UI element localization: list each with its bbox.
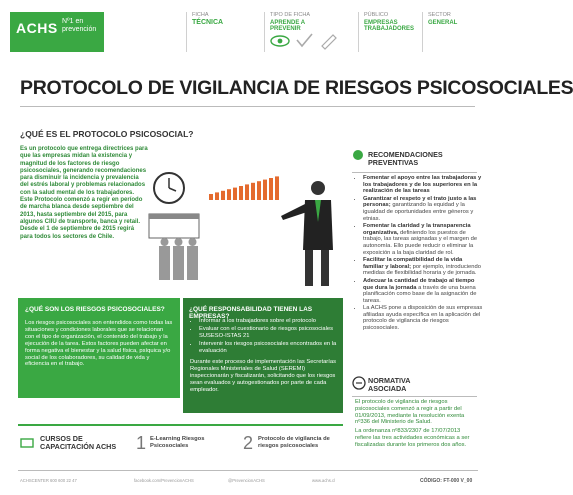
divider [186, 12, 187, 52]
bar [221, 191, 225, 200]
footer-divider [18, 470, 478, 471]
recomendacion-item [363, 305, 483, 331]
course-link-2[interactable]: Protocolo de vigilancia de riesgos psicosociales [258, 436, 330, 449]
divider [422, 12, 423, 52]
normativa-heading: NORMATIVA ASOCIADA [368, 376, 411, 393]
normativa-p2: La ordenanza nº833/2307 de 17/07/2013 refiere las tres actividades económicas a ser fiscalizadas durante los primeros dos años. [355, 428, 470, 448]
recomendacion-bold: Fomentar el apoyo entre las trabajadoras y los trabajadores y de los superiores en la realización de las tareas [363, 175, 482, 195]
recommendation-icon [352, 149, 364, 161]
divider [352, 172, 477, 173]
recomendacion-item [363, 278, 483, 304]
recomendacion-item [363, 257, 483, 277]
responsabilidad-text: Durante este proceso de implementación las Secretarías Regionales Ministeriales de Salud (SEREMI) inspeccionarán y fiscalizarán, solicitando que los riesgos sean evaluados y autogestionados por parte de cada empleador. [190, 359, 336, 393]
responsabilidad-item: • Intervenir los riesgos psicosociales encontrados en la evaluación [199, 341, 344, 355]
recomendacion-item [363, 196, 483, 222]
divider [358, 12, 359, 52]
document-icon [352, 376, 366, 390]
publico-label: PÚBLICO [364, 12, 389, 18]
recomendacion-text: a través de una buena planificación como base de la asignación de tareas. [363, 284, 477, 304]
recomendacion-bold: Facilitar la compatibilidad de la vida familiar y laboral; [363, 257, 463, 270]
riesgos-text: Los riesgos psicosociales son entendidos como todas las situaciones y condiciones laborales que se relacionan con el tipo de organización, el contenido del trabajo y la ejecución de la tarea. Estos factores pueden afectar en forma negativa el bienestar y la salud física, psíquica y/o social de los colaboradores, su calidad de vida y eficiencia en el trabajo. [25, 320, 173, 368]
ficha-column [192, 12, 223, 26]
normativa-p1: El protocolo de vigilancia de riesgos psicosociales comenzó a regir a partir del 01/09/2013, mediante la resolución exenta nº336 del Ministerio de Salud. [355, 399, 465, 426]
calendar-icon [149, 214, 199, 238]
recomendacion-text: La ACHS pone a disposición de sus empresas afiliadas ayuda específica en la aplicación del protocolo de vigilancia de riesgos psicosociales. [363, 305, 483, 332]
header [0, 0, 495, 66]
bar [245, 184, 249, 200]
bar [209, 194, 213, 200]
businessman-icon [281, 181, 333, 286]
tipo-value: APRENDE A PREVENIR [270, 19, 305, 32]
bar [233, 188, 237, 200]
title-underline [20, 106, 475, 107]
riesgos-heading: ¿QUÉ SON LOS RIESGOS PSICOSOCIALES? [25, 306, 165, 313]
footer-facebook[interactable]: facebook.com/PrevencionACHS [134, 478, 194, 483]
tipo-label: TIPO DE FICHA [270, 12, 311, 18]
recomendacion-text: garantizando la equidad y la igualdad de oportunidades entre géneros y etnias. [363, 202, 474, 222]
recomendacion-text: por ejemplo, introduciendo medidas de flexibilidad horaria y de jornada. [363, 263, 481, 277]
logo-tagline: Nº1 en prevención [62, 18, 97, 33]
recomendaciones-list [354, 175, 483, 333]
rising-bars-icon [209, 176, 279, 200]
ficha-value: TÉCNICA [192, 18, 224, 26]
divider [264, 12, 265, 52]
footer-code: CÓDIGO: FT-000 V_00 [420, 478, 473, 484]
illustration [145, 170, 345, 290]
intro-heading: ¿QUÉ ES EL PROTOCOLO PSICOSOCIAL? [20, 129, 194, 139]
eye-icon [271, 36, 289, 46]
ficha-label: FICHA [192, 12, 209, 18]
responsabilidad-box [183, 298, 343, 413]
prevention-icons [270, 31, 340, 49]
recomendacion-text: definiendo los puestos de trabajo, las tareas asignadas y el margen de autonomía. Ello puede reducir o eliminar la exposición a la baja claridad de rol. [363, 229, 478, 256]
divider [352, 396, 477, 397]
responsabilidad-item: • Informar a los trabajadores sobre el protocolo [199, 318, 344, 325]
bar [269, 178, 273, 200]
recomendacion-bold: Adecuar la cantidad de trabajo al tiempo que dura la jornada [363, 277, 475, 291]
course-number-2: 2 [243, 433, 254, 453]
footer-web[interactable]: www.achs.cl [312, 478, 336, 483]
footer-phone: ACHSCENTER 600 600 22 47 [20, 478, 77, 483]
riesgos-box [18, 298, 180, 398]
responsabilidad-list [190, 318, 344, 356]
recomendacion-bold: Fomentar la claridad y la transparencia organizativa, [363, 223, 471, 236]
sector-column [428, 12, 457, 26]
bar [257, 181, 261, 200]
responsabilidad-item: • Evaluar con el cuestionario de riesgos psicosociales SUSESO-ISTAS 21 [199, 326, 344, 340]
training-icon [20, 436, 34, 450]
sector-value: GENERAL [428, 19, 458, 26]
recomendaciones-heading: RECOMENDACIONES PREVENTIVAS [368, 150, 443, 167]
course-link-1[interactable]: E-Learning Riesgos Psicosociales [150, 436, 205, 449]
publico-value: EMPRESAS TRABAJADORES [364, 19, 415, 32]
intro-text: Es un protocolo que entrega directrices para que las empresas midan la existencia y magnitud de los factores de riesgo psicosociales, generando recomendaciones para disminuir la incidencia y prevalencia del estrés laboral y problemas relacionados con la salud mental de los trabajadores. Este Protocolo comenzó a regir en período de marcha blanca desde septiembre del 2013, hasta septiembre del 2015, para algunos CIIU de transporte, banca y retail. Desde el 1 de septiembre de 2015 regirá para todos los sectores de Chile. [20, 146, 148, 240]
workers-icon [159, 238, 198, 280]
page-title: PROTOCOLO DE VIGILANCIA DE RIESGOS PSICOSOCIALES [20, 77, 573, 99]
bar [227, 189, 231, 200]
clock-icon [154, 173, 184, 203]
bar [239, 186, 243, 200]
recomendacion-bold: Garantizar el respeto y el trato justo a las personas; [363, 195, 477, 209]
sector-label: SECTOR [428, 12, 451, 18]
divider [18, 424, 343, 426]
recomendacion-item [363, 223, 483, 256]
tipo-column [270, 12, 335, 33]
recomendacion-item [363, 175, 483, 195]
bar [215, 192, 219, 200]
course-number-1: 1 [136, 433, 147, 453]
bar [251, 183, 255, 200]
logo-text: ACHS [16, 20, 58, 36]
responsabilidad-heading: ¿QUÉ RESPONSABILIDAD TIENEN LAS EMPRESAS? [189, 306, 313, 320]
cursos-heading: CURSOS DE CAPACITACIÓN ACHS [40, 434, 117, 451]
bar [275, 176, 279, 200]
footer-twitter[interactable]: @PrevencionACHS [228, 478, 265, 483]
bar [263, 180, 267, 200]
pencil-icon [322, 35, 336, 49]
check-icon [297, 34, 312, 46]
publico-column [364, 12, 419, 33]
